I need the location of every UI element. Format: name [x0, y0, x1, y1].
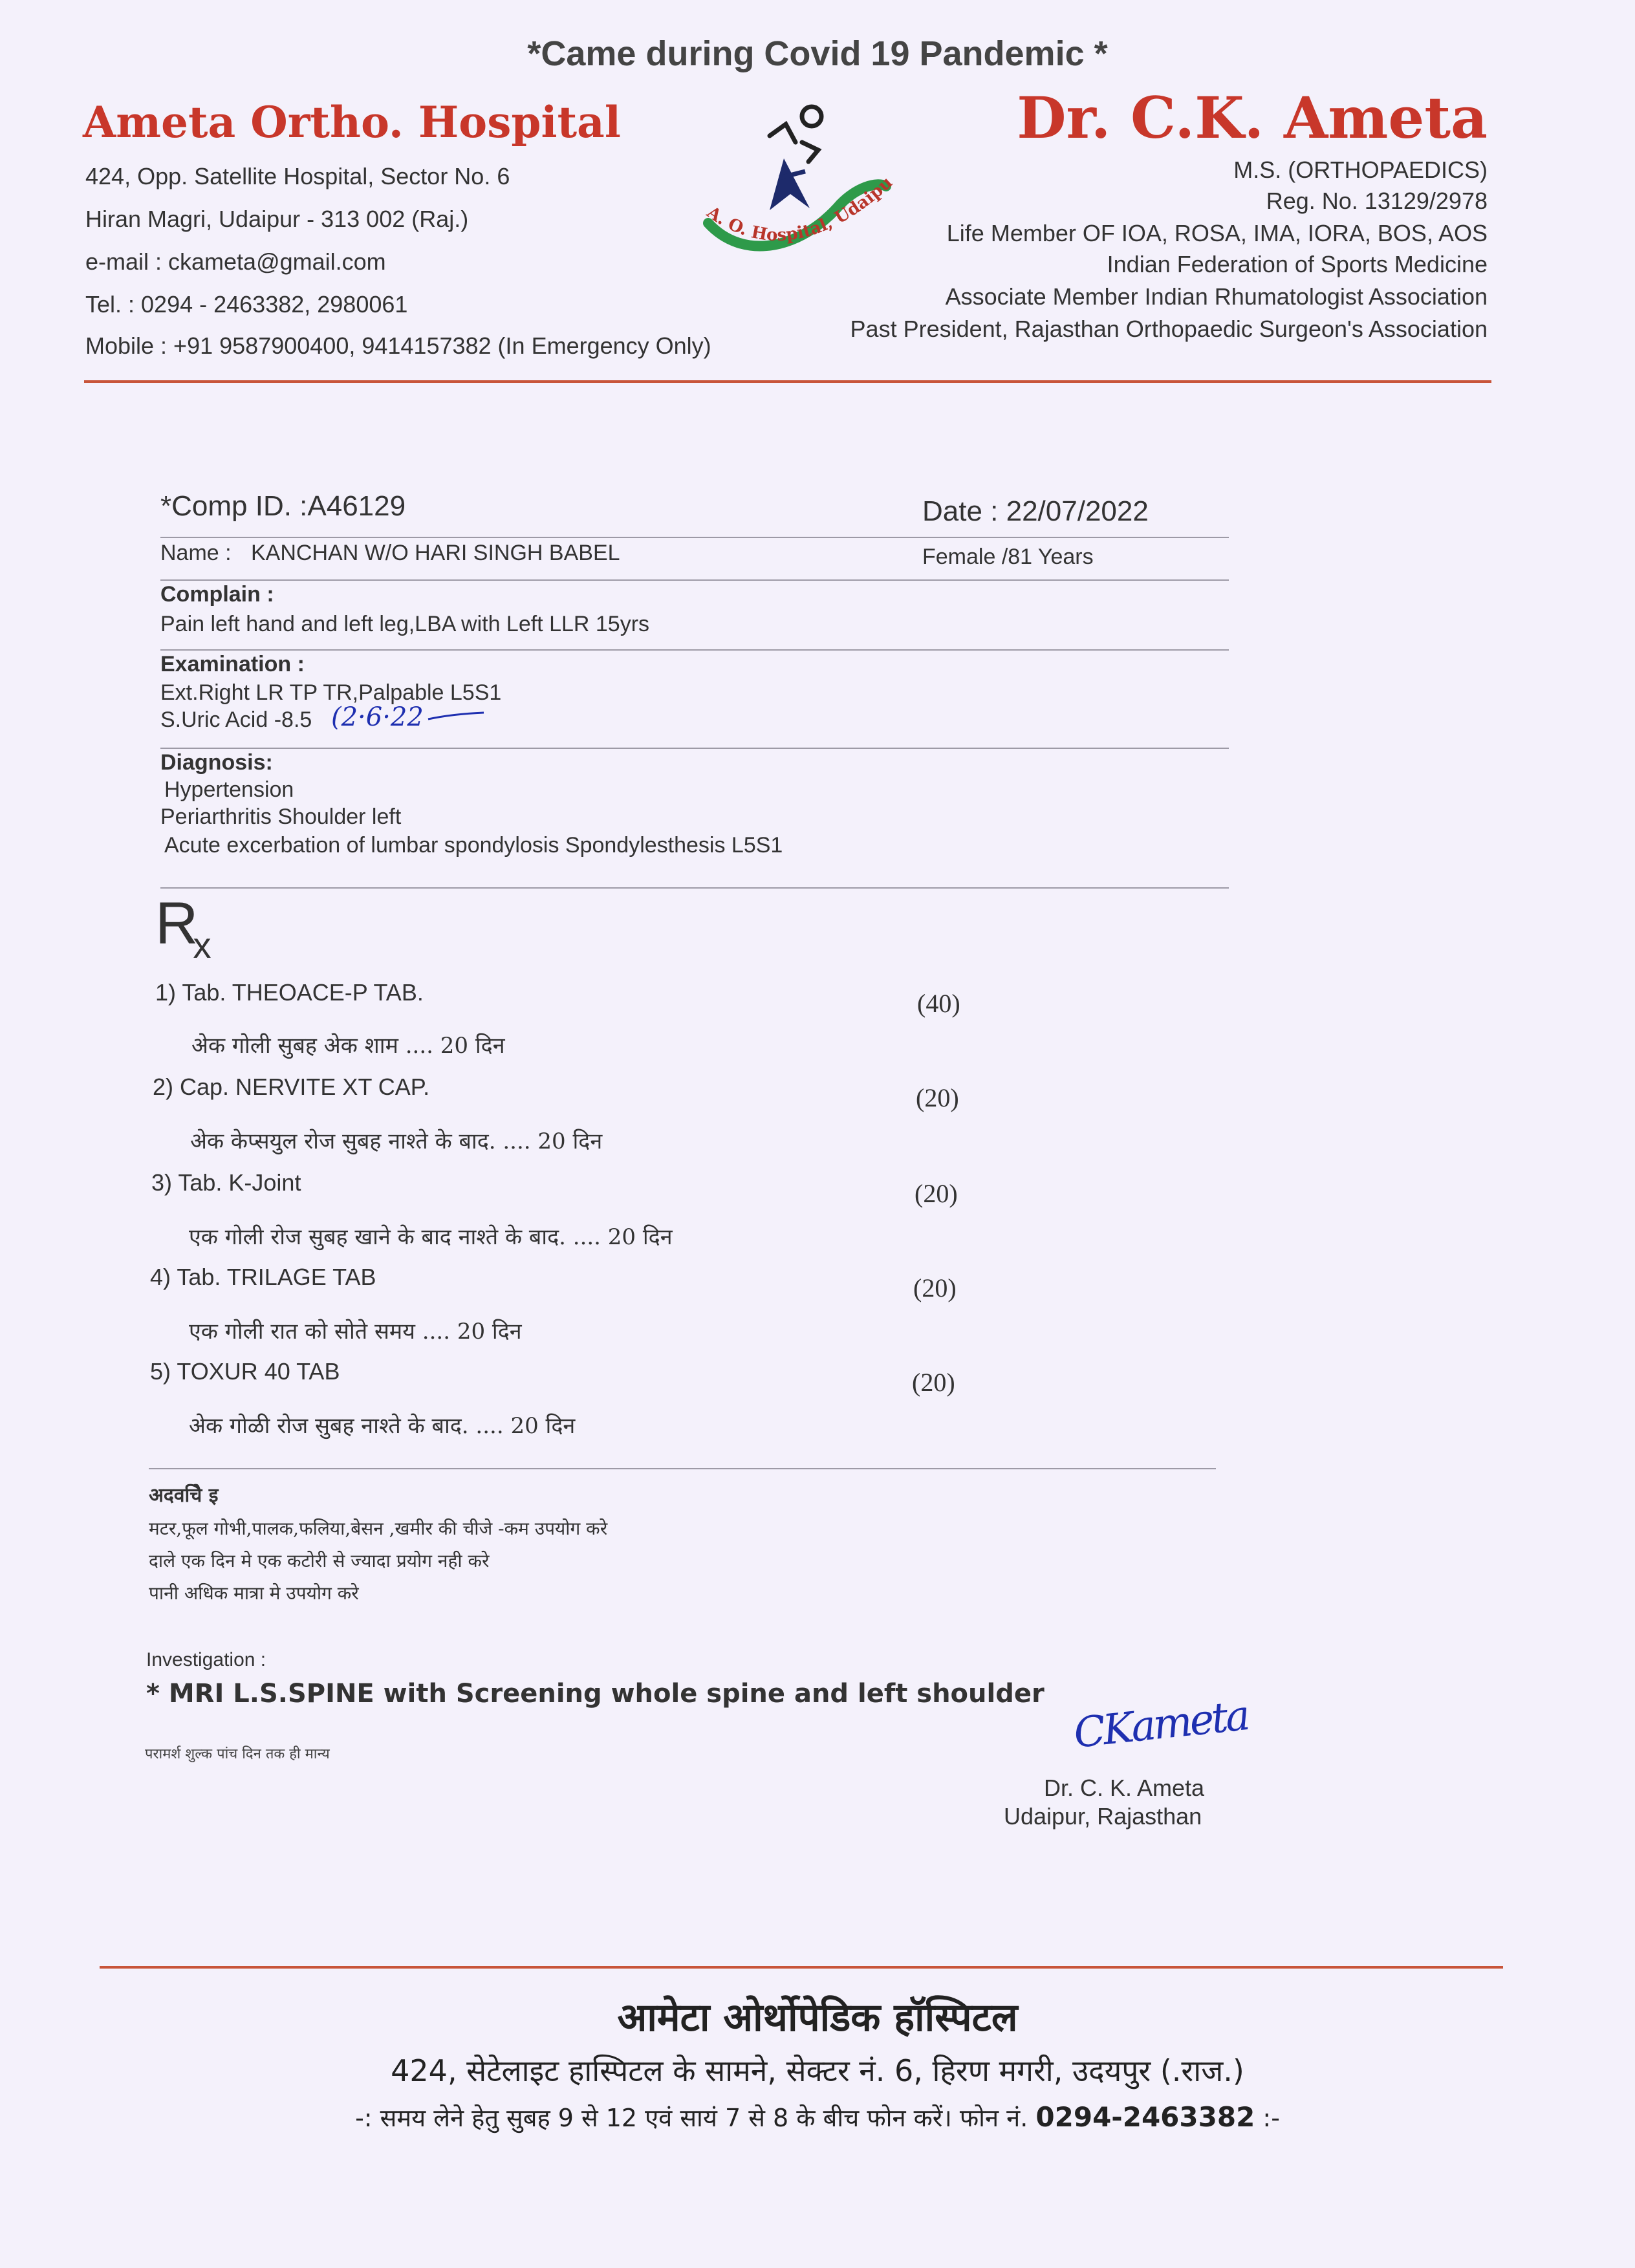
footer-title: आमेटा ओर्थोपेडिक हॉस्पिटल — [617, 1995, 1018, 2040]
medicine-4-dose: एक गोली रात को सोते समय .... 20 दिन — [189, 1319, 522, 1345]
medicine-2-dose: अेक केप्सयुल रोज सुबह नाश्ते के बाद. .... 20 दिन — [190, 1129, 603, 1154]
investigation-text: * MRI L.S.SPINE with Screening whole spine and left shoulder — [146, 1679, 1045, 1709]
advice-label: अदवचिे इ — [149, 1484, 219, 1507]
svg-text:A. O. Hospital, Udaipur: A. O. Hospital, Udaip — [703, 180, 887, 246]
divider-line — [160, 579, 1229, 581]
comp-id: *Comp ID. :A46129 — [160, 490, 406, 522]
footer-timing — [0, 2101, 1635, 2134]
handwritten-date-text: (2·6·22 — [331, 702, 424, 732]
advice-line-2: दाले एक दिन मे एक कटोरी से ज्यादा प्रयोग नही करे — [149, 1550, 490, 1571]
patient-gender-age: Female /81 Years — [922, 545, 1094, 569]
complain-text: Pain left hand and left leg,LBA with Left LLR 15yrs — [160, 612, 650, 636]
header-divider — [84, 380, 1491, 383]
medicine-2-name: 2) Cap. NERVITE XT CAP. — [153, 1074, 430, 1100]
divider-line — [160, 887, 1229, 889]
signature-scribble: CKameta — [1071, 1692, 1250, 1758]
diagnosis-label: Diagnosis: — [160, 750, 273, 775]
advice-line-3: पानी अधिक मात्रा मे उपयोग करे — [149, 1582, 359, 1604]
footer-address: 424, सेटेलाइट हास्पिटल के सामने, सेक्टर नं. 6, हिरण मगरी, उदयपुर (.राज.) — [391, 2053, 1244, 2088]
footer-timing-text: -: समय लेने हेतु सुबह 9 से 12 एवं सायं 7 से 8 के बीच फोन करें। फोन नं. — [355, 2104, 1028, 2132]
hospital-mobile: Mobile : +91 9587900400, 9414157382 (In Emergency Only) — [85, 332, 711, 359]
medicine-3-qty: (20) — [915, 1179, 958, 1208]
medicine-4-qty: (20) — [913, 1273, 957, 1302]
signature-name: Dr. C. K. Ameta — [1044, 1775, 1205, 1801]
patient-name: KANCHAN W/O HARI SINGH BABEL — [251, 541, 620, 565]
divider-line — [149, 1468, 1216, 1469]
medicine-3-dose: एक गोली रोज सुबह खाने के बाद नाश्ते के बाद. .... 20 दिन — [189, 1224, 673, 1250]
footer-phone: 0294-2463382 — [1035, 2101, 1255, 2133]
covid-banner: *Came during Covid 19 Pandemic * — [527, 34, 1108, 73]
examination-line-1: Ext.Right LR TP TR,Palpable L5S1 — [160, 680, 502, 705]
medicine-5-name: 5) TOXUR 40 TAB — [150, 1358, 340, 1385]
doctor-cred-2: Reg. No. 13129/2978 — [1266, 188, 1488, 214]
medicine-3-name: 3) Tab. K-Joint — [151, 1169, 301, 1196]
doctor-name: Dr. C.K. Ameta — [1017, 84, 1488, 151]
handwritten-date — [331, 702, 424, 732]
medicine-4-name: 4) Tab. TRILAGE TAB — [150, 1264, 376, 1290]
diagnosis-line-2: Periarthritis Shoulder left — [160, 805, 402, 829]
divider-line — [160, 537, 1229, 538]
doctor-cred-1: M.S. (ORTHOPAEDICS) — [1233, 157, 1488, 183]
hospital-name: Ameta Ortho. Hospital — [83, 97, 621, 147]
rx-letter: R — [155, 891, 199, 956]
advice-line-1: मटर,फूल गोभी,पालक,फलिया,बेसन ,खमीर की चीजे -कम उपयोग करे — [149, 1518, 608, 1539]
diagnosis-line-1: Hypertension — [164, 777, 294, 802]
medicine-2-qty: (20) — [916, 1083, 959, 1112]
examination-label: Examination : — [160, 652, 305, 676]
doctor-cred-3: Life Member OF IOA, ROSA, IMA, IORA, BOS, AOS — [946, 220, 1488, 246]
signature-place: Udaipur, Rajasthan — [1004, 1803, 1202, 1830]
rx-symbol — [155, 890, 216, 966]
doctor-cred-4: Indian Federation of Sports Medicine — [1107, 251, 1488, 277]
hospital-email: e-mail : ckameta@gmail.com — [85, 248, 386, 275]
doctor-cred-6: Past President, Rajasthan Orthopaedic Surgeon's Association — [850, 316, 1488, 342]
patient-name-label: Name : — [160, 541, 232, 565]
diagnosis-line-3: Acute excerbation of lumbar spondylosis Spondylesthesis L5S1 — [164, 833, 783, 858]
logo-emblem-icon — [673, 91, 893, 285]
divider-line — [160, 748, 1229, 749]
medicine-1-dose: अेक गोली सुबह अेक शाम .... 20 दिन — [191, 1033, 505, 1059]
visit-date: Date : 22/07/2022 — [922, 495, 1149, 527]
fee-note: परामर्श शुल्क पांच दिन तक ही मान्य — [145, 1746, 330, 1762]
medicine-1-name: 1) Tab. THEOACE-P TAB. — [155, 979, 424, 1006]
hospital-logo — [673, 91, 893, 285]
complain-label: Complain : — [160, 582, 274, 607]
medicine-5-qty: (20) — [912, 1368, 955, 1397]
medicine-5-dose: अेक गोळी रोज सुबह नाश्ते के बाद. .... 20 दिन — [189, 1413, 576, 1439]
medicine-1-qty: (40) — [917, 989, 960, 1018]
footer-divider — [100, 1966, 1503, 1969]
divider-line — [160, 649, 1229, 651]
examination-line-2: S.Uric Acid -8.5 — [160, 707, 312, 732]
handwritten-stroke-icon — [427, 710, 485, 723]
footer-tail: :- — [1262, 2104, 1280, 2132]
hospital-address-2: Hiran Magri, Udaipur - 313 002 (Raj.) — [85, 206, 469, 232]
investigation-label: Investigation : — [146, 1649, 266, 1670]
rx-sub: x — [193, 925, 211, 966]
doctor-cred-5: Associate Member Indian Rhumatologist Association — [945, 283, 1488, 310]
hospital-tel: Tel. : 0294 - 2463382, 2980061 — [85, 291, 408, 318]
hospital-address-1: 424, Opp. Satellite Hospital, Sector No. 6 — [85, 163, 510, 189]
